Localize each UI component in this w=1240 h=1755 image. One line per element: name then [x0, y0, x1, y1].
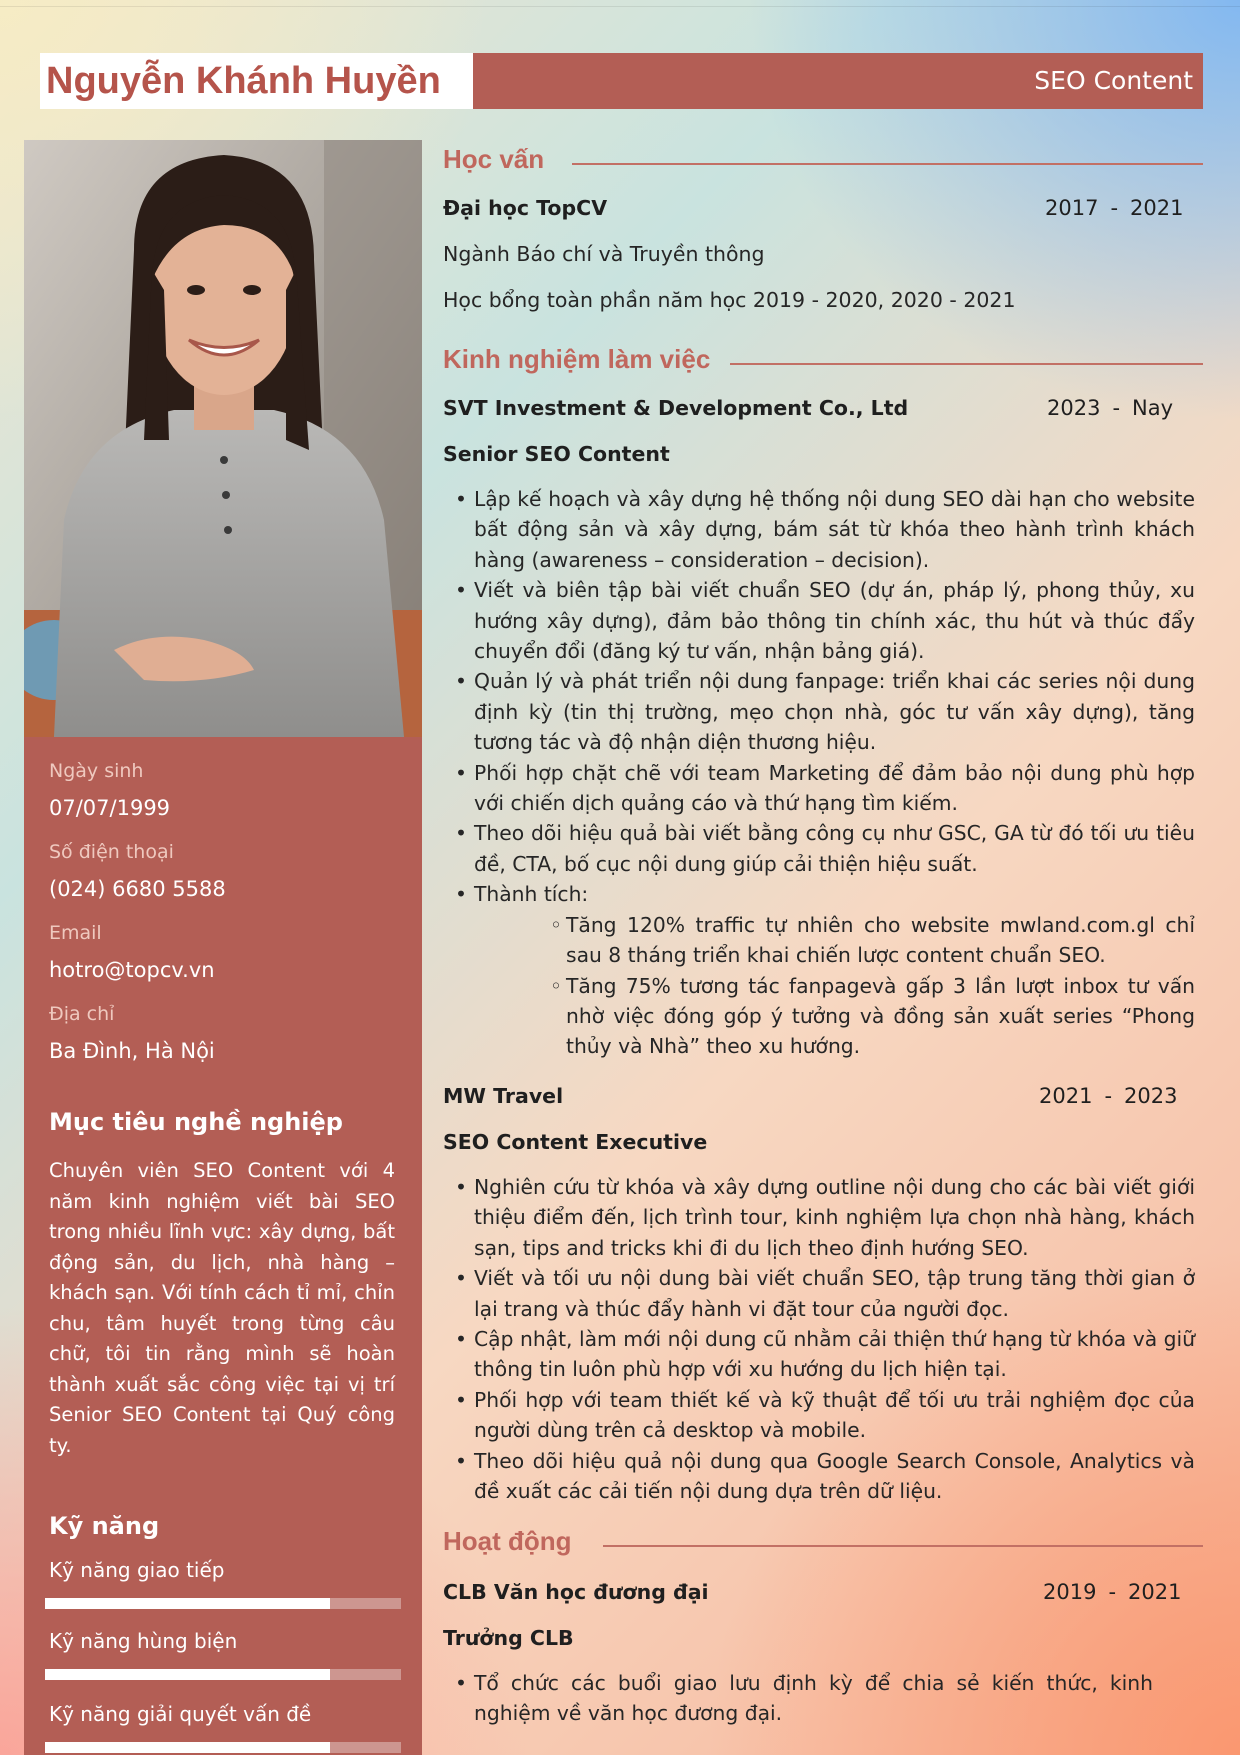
- year-start: 2017: [1045, 196, 1099, 220]
- contact-info: [49, 752, 399, 1076]
- company-name: SVT Investment & Development Co., Ltd: [443, 396, 909, 420]
- address-label: Địa chỉ: [49, 1003, 115, 1025]
- skill-bar-fill: [45, 1669, 330, 1680]
- skills-heading: Kỹ năng: [49, 1512, 160, 1540]
- skill-label: Kỹ năng giải quyết vấn đề: [49, 1702, 312, 1726]
- year-dash: -: [1112, 396, 1121, 420]
- activity-responsibilities: [443, 1668, 1153, 1729]
- education-scholarship: Học bổng toàn phần năm học 2019 - 2020, 2020 - 2021: [443, 288, 1016, 312]
- list-item: • Quản lý và phát triển nội dung fanpage: triển khai các series nội dung định kỳ (tin thị trường, mẹo chọn nhà, góc tư vấn xây dựng), tăng tương tác và độ nhận diện thương hiệu.: [443, 666, 1195, 757]
- skill-bar: [45, 1669, 401, 1680]
- address-value: Ba Đình, Hà Nội: [49, 1039, 215, 1063]
- job-title-box: [473, 53, 1203, 109]
- achievements-list: [474, 910, 1195, 1062]
- list-item: • Nghiên cứu từ khóa và xây dựng outline nội dung cho các bài viết giới thiệu điểm đến, lịch trình tour, kinh nghiệm lựa chọn nhà hàng, khách sạn, tips and tricks khi đi du lịch theo định hướng SEO.: [443, 1172, 1195, 1263]
- year-end: 2021: [1128, 1580, 1182, 1604]
- company-name: MW Travel: [443, 1084, 564, 1108]
- list-item: ◦ Tăng 120% traffic tự nhiên cho website mwland.com.gl chỉ sau 8 tháng triển khai chiến lược content chuẩn SEO.: [474, 910, 1195, 971]
- school-name: Đại học TopCV: [443, 196, 608, 220]
- section-divider: [603, 1545, 1203, 1547]
- job-role: Senior SEO Content: [443, 442, 670, 466]
- activity-years: [1043, 1580, 1181, 1604]
- year-dash: -: [1108, 1580, 1117, 1604]
- skill-label: Kỹ năng hùng biện: [49, 1629, 238, 1653]
- activities-heading-row: [443, 1526, 1203, 1566]
- education-years: [1045, 196, 1183, 220]
- section-divider: [730, 363, 1203, 365]
- name-box: [40, 53, 473, 109]
- activity-role: Trưởng CLB: [443, 1626, 574, 1650]
- job-years: [1047, 396, 1173, 420]
- activity-org: CLB Văn học đương đại: [443, 1580, 709, 1604]
- skill-label: Kỹ năng giao tiếp: [49, 1558, 225, 1582]
- list-item: • Theo dõi hiệu quả bài viết bằng công cụ như GSC, GA từ đó tối ưu tiêu đề, CTA, bố cục nội dung giúp cải thiện hiệu suất.: [443, 818, 1195, 879]
- objective-heading: Mục tiêu nghề nghiệp: [49, 1108, 343, 1136]
- year-end: Nay: [1132, 396, 1174, 420]
- list-item: • Viết và tối ưu nội dung bài viết chuẩn SEO, tập trung tăng thời gian ở lại trang và thúc đẩy hành vi đặt tour của người đọc.: [443, 1263, 1195, 1324]
- list-item: • Viết và biên tập bài viết chuẩn SEO (dự án, pháp lý, phong thủy, xu hướng xây dựng), đảm bảo thông tin chính xác, thu hút và thúc đẩy chuyển đổi (đăng ký tư vấn, nhận bảng giá).: [443, 575, 1195, 666]
- education-major: Ngành Báo chí và Truyền thông: [443, 242, 765, 266]
- year-start: 2021: [1039, 1084, 1093, 1108]
- list-item: • Lập kế hoạch và xây dựng hệ thống nội dung SEO dài hạn cho website bất động sản và xây dựng, bám sát từ khóa theo hành trình khách hàng (awareness – consideration – decision).: [443, 484, 1195, 575]
- list-item: • Tổ chức các buổi giao lưu định kỳ để chia sẻ kiến thức, kinh nghiệm về văn học đương đại.: [443, 1668, 1153, 1729]
- sidebar: [24, 140, 422, 1755]
- list-item: [443, 879, 1195, 1061]
- education-heading-row: [443, 144, 1203, 184]
- phone-label: Số điện thoại: [49, 841, 174, 863]
- job-years: [1039, 1084, 1177, 1108]
- birth-label: Ngày sinh: [49, 760, 144, 782]
- list-item: ◦ Tăng 75% tương tác fanpagevà gấp 3 lần lượt inbox tư vấn nhờ việc đóng góp ý tưởng và đồng sản xuất series “Phong thủy và Nhà” theo xu hướng.: [474, 971, 1195, 1062]
- skill-bar-fill: [45, 1742, 330, 1753]
- birth-value: 07/07/1999: [49, 796, 171, 820]
- list-item: • Phối hợp với team thiết kế và kỹ thuật để tối ưu trải nghiệm đọc của người dùng trên cả desktop và mobile.: [443, 1385, 1195, 1446]
- email-label: Email: [49, 922, 102, 944]
- job-role: SEO Content Executive: [443, 1130, 708, 1154]
- job-responsibilities: [443, 1172, 1195, 1506]
- phone-value: (024) 6680 5588: [49, 877, 226, 901]
- achievements-label: Thành tích:: [474, 882, 589, 907]
- profile-photo-illustration: [24, 140, 422, 737]
- objective-text: Chuyên viên SEO Content với 4 năm kinh nghiệm viết bài SEO trong nhiều lĩnh vực: xây dựng, bất động sản, du lịch, nhà hàng – khách sạn. Với tính cách tỉ mỉ, chỉn chu, tâm huyết trong từng câu chữ, tôi tin rằng mình sẽ hoàn thành xuất sắc công việc tại vị trí Senior SEO Content tại Quý công ty.: [49, 1159, 395, 1457]
- skill-bar: [45, 1742, 401, 1753]
- list-item: • Phối hợp chặt chẽ với team Marketing để đảm bảo nội dung phù hợp với chiến dịch quảng cáo và thứ hạng tìm kiếm.: [443, 758, 1195, 819]
- activities-heading: Hoạt động: [443, 1526, 572, 1556]
- list-item: • Theo dõi hiệu quả nội dung qua Google Search Console, Analytics và đề xuất các cải tiến nội dung dựa trên dữ liệu.: [443, 1446, 1195, 1507]
- email-value: hotro@topcv.vn: [49, 958, 215, 982]
- year-dash: -: [1110, 196, 1119, 220]
- year-dash: -: [1104, 1084, 1113, 1108]
- list-item: • Cập nhật, làm mới nội dung cũ nhằm cải thiện thứ hạng từ khóa và giữ thông tin luôn phù hợp với xu hướng du lịch hiện tại.: [443, 1324, 1195, 1385]
- year-start: 2023: [1047, 396, 1101, 420]
- profile-photo: [24, 140, 422, 737]
- year-start: 2019: [1043, 1580, 1097, 1604]
- experience-heading: Kinh nghiệm làm việc: [443, 344, 711, 374]
- year-end: 2021: [1130, 196, 1184, 220]
- section-divider: [572, 163, 1203, 165]
- cv-header: [40, 53, 1203, 109]
- experience-heading-row: [443, 344, 1203, 384]
- year-end: 2023: [1124, 1084, 1178, 1108]
- page-top-rule: [0, 6, 1240, 7]
- job-title: SEO Content: [1034, 66, 1193, 95]
- education-heading: Học vấn: [443, 144, 545, 174]
- skill-bar: [45, 1598, 401, 1609]
- job-responsibilities: [443, 484, 1195, 1062]
- candidate-name: Nguyễn Khánh Huyền: [46, 60, 441, 102]
- skill-bar-fill: [45, 1598, 330, 1609]
